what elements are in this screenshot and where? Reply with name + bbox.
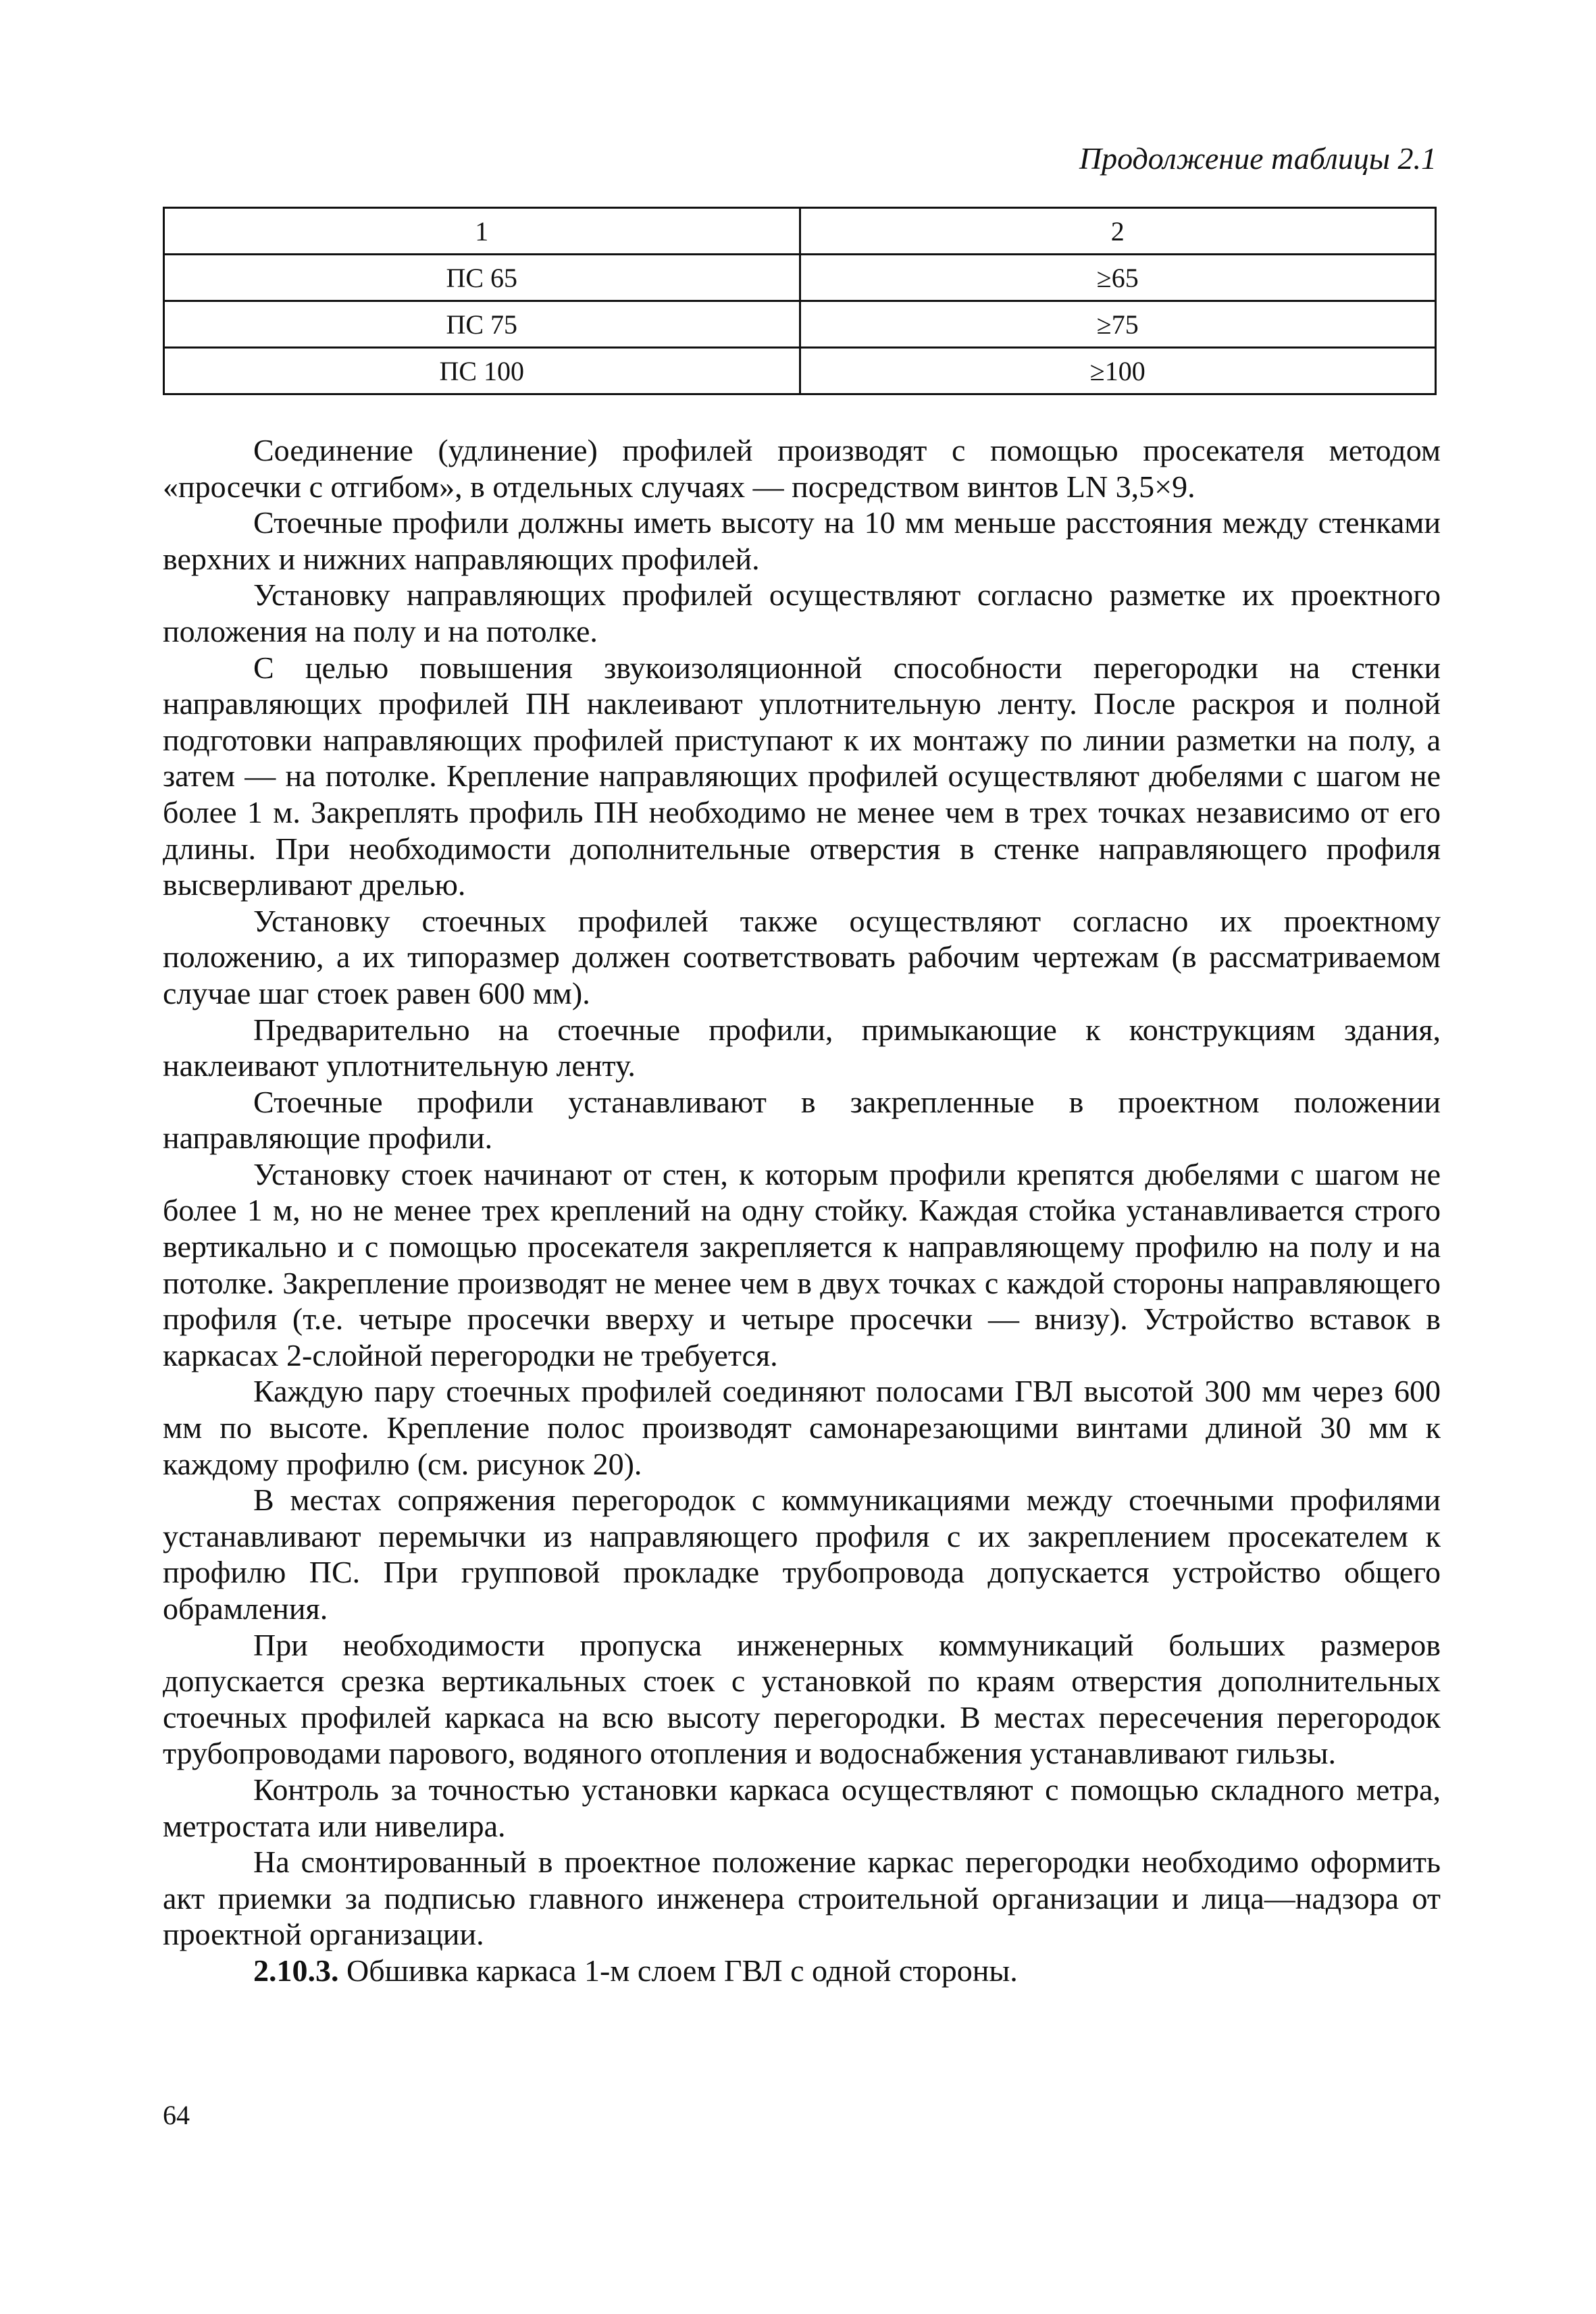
- table-cell: ≥100: [800, 348, 1436, 394]
- body-text: [163, 432, 1441, 1989]
- table-cell: ПС 100: [164, 348, 800, 394]
- paragraph: В местах сопряжения перегородок с коммуникациями между стоечными профилями устанавливают перемычки из направляющего профиля с их закреплением просекателем к профилю ПС. При групповой прокладке трубопровода допускается устройство общего обрамления.: [163, 1483, 1441, 1626]
- table-header-cell: 1: [164, 208, 800, 255]
- paragraph: С целью повышения звукоизоляционной способности перегородки на стенки направляющих профилей ПН наклеивают уплотнительную ленту. После раскроя и полной подготовки направляющих профилей приступают к их монтажу по линии разметки на полу, а затем — на потолке. Крепление направляющих профилей осуществляют дюбелями с шагом не более 1 м. Закреплять профиль ПН необходимо не менее чем в трех точках независимо от его длины. При необходимости дополнительные отверстия в стенке направляющего профиля высверливают дрелью.: [163, 650, 1441, 902]
- paragraph: Каждую пару стоечных профилей соединяют полосами ГВЛ высотой 300 мм через 600 мм по высоте. Крепление полос производят самонарезающими винтами длиной 30 мм к каждому профилю (см. рисунок 20).: [163, 1374, 1441, 1481]
- table-cell: ≥65: [800, 255, 1436, 301]
- paragraph: При необходимости пропуска инженерных коммуникаций больших размеров допускается срезка вертикальных стоек с установкой по краям отверстия дополнительных стоечных профилей каркаса на всю высоту перегородки. В местах пересечения перегородок трубопроводами парового, водяного отопления и водоснабжения устанавливают гильзы.: [163, 1627, 1441, 1771]
- table-row: [164, 301, 1436, 348]
- table-continuation-caption: Продолжение таблицы 2.1: [1079, 141, 1437, 176]
- paragraph: Соединение (удлинение) профилей производят с помощью просекателя методом «просечки с отгибом», в отдельных случаях — посредством винтов LN 3,5×9.: [163, 433, 1441, 504]
- table-header-cell: 2: [800, 208, 1436, 255]
- table-cell: ПС 75: [164, 301, 800, 348]
- table-cell: ПС 65: [164, 255, 800, 301]
- paragraph: Установку стоечных профилей также осуществляют согласно их проектному положению, а их типоразмер должен соответствовать рабочим чертежам (в рассматриваемом случае шаг стоек равен 600 мм).: [163, 903, 1441, 1010]
- paragraph: Установку стоек начинают от стен, к которым профили крепятся дюбелями с шагом не более 1 м, но не менее трех креплений на одну стойку. Каждая стойка устанавливается строго вертикально и с помощью просекателя закрепляется к направляющему профилю на полу и на потолке. Закрепление производят не менее чем в двух точках с каждой стороны направляющего профиля (т.е. четыре просечки вверху и четыре просечки — внизу). Устройство вставок в каркасах 2-слойной перегородки не требуется.: [163, 1156, 1441, 1372]
- profile-table: [163, 207, 1437, 395]
- table-cell: ≥75: [800, 301, 1436, 348]
- table-header-row: [164, 208, 1436, 255]
- table-row: [164, 348, 1436, 394]
- page-number: 64: [163, 2100, 190, 2130]
- paragraph: Предварительно на стоечные профили, примыкающие к конструкциям здания, наклеивают уплотнительную ленту.: [163, 1012, 1441, 1083]
- paragraph: Контроль за точностью установки каркаса осуществляют с помощью складного метра, метростата или нивелира.: [163, 1772, 1441, 1843]
- section-title: Обшивка каркаса 1-м слоем ГВЛ с одной стороны.: [338, 1953, 1018, 1988]
- paragraph: Установку направляющих профилей осуществляют согласно разметке их проектного положения на полу и на потолке.: [163, 577, 1441, 648]
- section-number: 2.10.3.: [253, 1953, 339, 1988]
- paragraph: На смонтированный в проектное положение каркас перегородки необходимо оформить акт приемки за подписью главного инженера строительной организации и лица—надзора от проектной организации.: [163, 1845, 1441, 1952]
- section-heading: [163, 1953, 1441, 1989]
- paragraph: Стоечные профили устанавливают в закрепленные в проектном положении направляющие профили.: [163, 1084, 1441, 1156]
- paragraph: Стоечные профили должны иметь высоту на 10 мм меньше расстояния между стенками верхних и нижних направляющих профилей.: [163, 505, 1441, 576]
- table-row: [164, 255, 1436, 301]
